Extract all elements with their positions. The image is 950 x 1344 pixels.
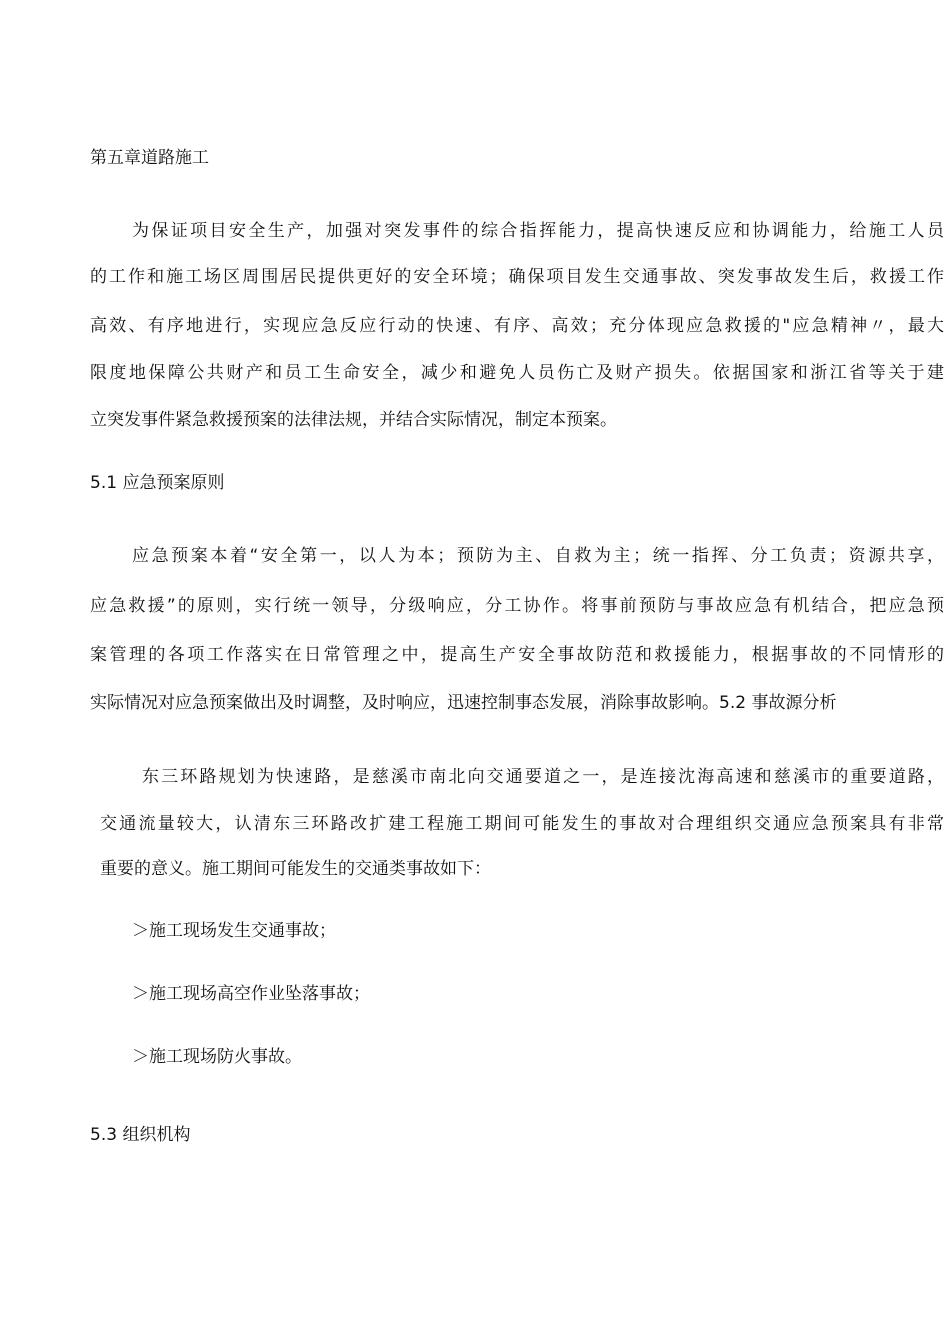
section-5-2-line-1: 东三环路规划为快速路，是慈溪市南北向交通要道之一，是连接沈海高速和慈溪市的重要道路， [142, 767, 944, 787]
intro-line-4: 限度地保障公共财产和员工生命安全，减少和避免人员伤亡及财产损失。依据国家和浙江省等关于建 [90, 363, 944, 383]
bullet-item: ＞施工现场发生交通事故； [132, 921, 336, 941]
section-5-1-line-2: 应急救援”的原则，实行统一领导，分级响应，分工协作。将事前预防与事故应急有机结合，把应急预 [90, 596, 944, 616]
section-5-1-line-3: 案管理的各项工作落实在日常管理之中，提高生产安全事故防范和救援能力，根据事故的不同情形的 [90, 645, 944, 665]
intro-line-1: 为保证项目安全生产，加强对突发事件的综合指挥能力，提高快速反应和协调能力，给施工人员 [132, 221, 944, 241]
intro-line-2: 的工作和施工场区周围居民提供更好的安全环境；确保项目发生交通事故、突发事故发生后，救援工作 [90, 267, 944, 287]
intro-line-3: 高效、有序地进行，实现应急反应行动的快速、有序、高效；充分体现应急救援的"应急精神〃，最大 [90, 316, 944, 336]
section-5-1-title: 5.1 应急预案原则 [90, 473, 225, 493]
section-5-1-line-4: 实际情况对应急预案做出及时调整，及时响应，迅速控制事态发展，消除事故影响。5.2 事故源分析 [90, 693, 837, 713]
section-5-3-title: 5.3 组织机构 [90, 1125, 191, 1145]
intro-line-5: 立突发事件紧急救援预案的法律法规，并结合实际情况，制定本预案。 [90, 410, 617, 430]
section-5-2-line-3: 重要的意义。施工期间可能发生的交通类事故如下： [100, 859, 491, 879]
section-5-2-line-2: 交通流量较大，认清东三环路改扩建工程施工期间可能发生的事故对合理组织交通应急预案具有非常 [100, 814, 944, 834]
section-5-1-line-1: 应急预案本着“安全第一，以人为本；预防为主、自救为主；统一指挥、分工负责；资源共享， [132, 546, 944, 566]
bullet-item: ＞施工现场高空作业坠落事故； [132, 984, 370, 1004]
chapter-title: 第五章道路施工 [90, 148, 209, 168]
bullet-item: ＞施工现场防火事故。 [132, 1047, 302, 1067]
